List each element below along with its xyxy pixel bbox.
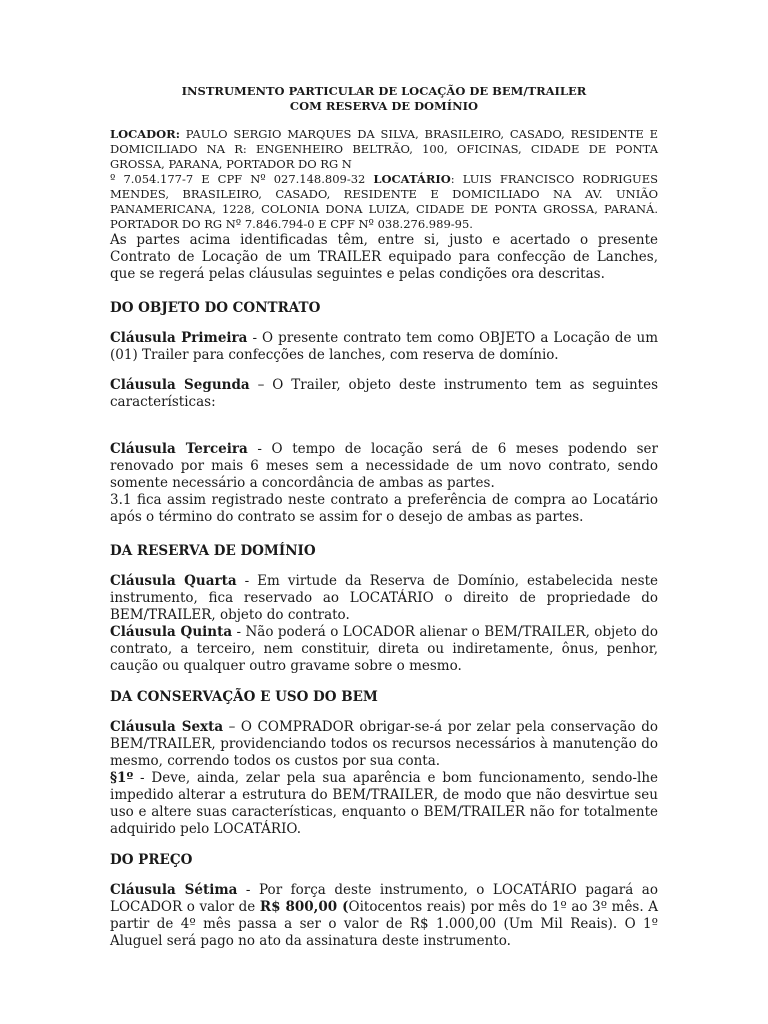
paragraph-one (110, 770, 658, 838)
clause-setima-text-1: - Por força deste instrumento, o LOCATÁRIO pagará ao LOCADOR o valor de (110, 882, 658, 915)
clause-setima-label: Cláusula Sétima (110, 882, 238, 898)
section-preco-heading: DO PREÇO (110, 852, 193, 868)
clause-setima-text-4: Um Mil Reais (508, 916, 608, 932)
intro-paragraph: As partes acima identificadas têm, entre si, justo e acertado o presente Contrato de Locação de um TRAILER equipado para confecção de Lanches, que se regerá pelas cláusulas seguintes e pelas condições ora descritas. (110, 232, 658, 282)
clause-setima-value: R$ 800,00 ( (259, 899, 349, 915)
paragraph-one-text: - Deve, ainda, zelar pela sua aparência e bom funcionamento, sendo-lhe impedido alterar a estrutura do BEM/TRAILER, de modo que não desvirtue seu uso e altere suas características, enquanto o BEM/TRAILER não for totalmente adquirido pelo LOCATÁRIO. (110, 770, 658, 837)
section-reserva-heading: DA RESERVA DE DOMÍNIO (110, 543, 316, 559)
clause-setima-text-5: ). O 1º Aluguel será pago no ato da assinatura deste instrumento. (110, 916, 658, 949)
locatario-text: : LUIS FRANCISCO RODRIGUES MENDES, BRASILEIRO, CASADO, RESIDENTE E DOMICILIADO NA AV. UNIÃO PANAMERICANA, 1228, COLONIA DONA LUIZA, CIDADE DE PONTA GROSSA, PARANÁ. PORTADOR DO RG Nº 7.846.794-0 E CPF Nº 038.276.989-95. (110, 172, 658, 231)
clause-sexta-text: – O COMPRADOR obrigar-se-á por zelar pela conservação do BEM/TRAILER, providenciando todos os recursos necessários à manutenção do mesmo, correndo todos os custos por sua conta. (110, 719, 659, 769)
clause-primeira-label: Cláusula Primeira (110, 330, 248, 346)
title-line-2: COM RESERVA DE DOMÍNIO (289, 99, 479, 113)
clause-sexta-label: Cláusula Sexta (110, 719, 224, 735)
clause-setima-text-2: Oitocentos reais (348, 899, 461, 915)
paragraph-one-label: §1º (110, 770, 134, 786)
clause-setima-text-3: ) por mês do 1º ao 3º mês. A partir de 4º mês passa a ser o valor de R$ 1.000,00 ( (110, 899, 658, 932)
locador-text: PAULO SERGIO MARQUES DA SILVA, BRASILEIRO, CASADO, RESIDENTE E DOMICILIADO NA R: ENGENHEIRO BELTRÃO, 100, OFICINAS, CIDADE DE PONTA GROSSA, PARANA, PORTADOR DO RG N (110, 127, 658, 171)
clause-terceira (110, 441, 658, 492)
locador-label: LOCADOR: (110, 127, 180, 141)
clause-segunda-text: – O Trailer, objeto deste instrumento tem as seguintes características: (110, 377, 658, 410)
clause-sexta (110, 719, 658, 770)
clause-quinta (110, 624, 658, 675)
clause-quinta-text: - Não poderá o LOCADOR alienar o BEM/TRAILER, objeto do contrato, a terceiro, nem constituir, direta ou indiretamente, ônus, penhor, caução ou qualquer outro gravame sobre o mesmo. (110, 624, 658, 674)
locatario-label: LOCATÁRIO (373, 172, 451, 186)
clause-quinta-label: Cláusula Quinta (110, 624, 233, 640)
clause-terceira-item: 3.1 fica assim registrado neste contrato a preferência de compra ao Locatário após o término do contrato se assim for o desejo de ambas as partes. (110, 492, 658, 525)
document-title (110, 84, 658, 114)
clause-quarta-label: Cláusula Quarta (110, 573, 237, 589)
clause-terceira-label: Cláusula Terceira (110, 441, 248, 457)
clause-quarta-text: - Em virtude da Reserva de Domínio, estabelecida neste instrumento, fica reservado ao LOCATÁRIO o direito de propriedade do BEM/TRAILER, objeto do contrato. (110, 573, 658, 623)
clause-terceira-text: - O tempo de locação será de 6 meses podendo ser renovado por mais 6 meses sem a necessidade de um novo contrato, sendo somente necessário a concordância de ambas as partes. (110, 441, 658, 491)
clause-setima (110, 882, 658, 950)
clause-quarta (110, 573, 658, 624)
parties-paragraph (110, 127, 658, 232)
section-conservacao-heading: DA CONSERVAÇÃO E USO DO BEM (110, 689, 378, 705)
section-objeto-heading: DO OBJETO DO CONTRATO (110, 300, 321, 316)
doc-numbers: º 7.054.177-7 E CPF Nº 027.148.809-32 (110, 172, 374, 186)
clause-primeira (110, 330, 658, 364)
clause-segunda-label: Cláusula Segunda (110, 377, 250, 393)
title-line-1: INSTRUMENTO PARTICULAR DE LOCAÇÃO DE BEM/TRAILER (181, 84, 587, 98)
clause-segunda (110, 377, 658, 411)
clause-primeira-text: - O presente contrato tem como OBJETO a Locação de um (01) Trailer para confecções de lanches, com reserva de domínio. (110, 330, 658, 363)
